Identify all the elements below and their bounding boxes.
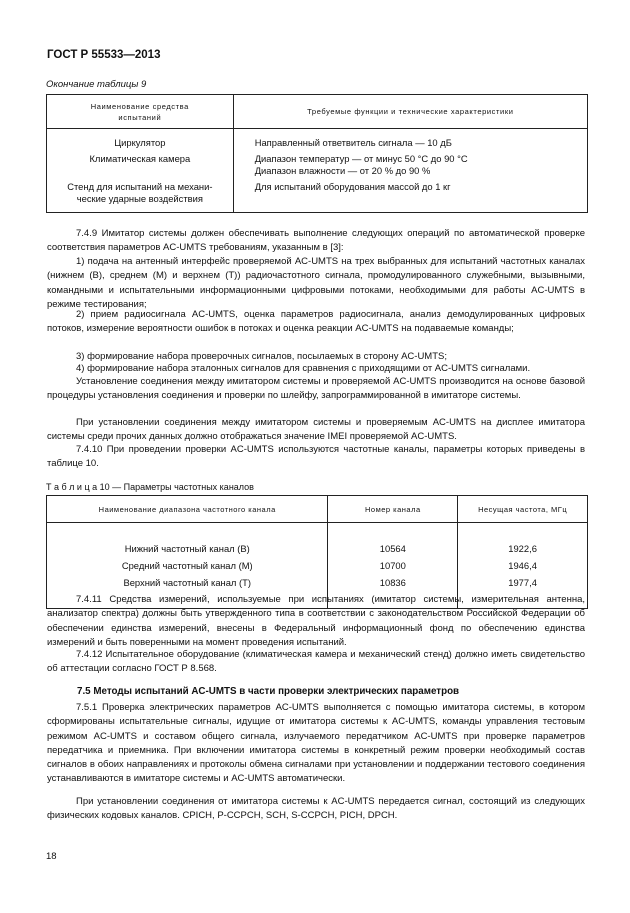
page-number: 18	[46, 851, 57, 862]
table-cell: Климатическая камера	[47, 153, 234, 177]
table-cell: 1977,4	[458, 574, 588, 591]
table-row	[47, 574, 588, 591]
paragraph: 7.4.9 Имитатор системы должен обеспечивать выполнение следующих операций по автоматической проверке соответствия параметров AC-UMTS требованиям, указанным в [3]:	[47, 228, 585, 254]
document-header: ГОСТ Р 55533—2013	[47, 49, 161, 61]
table-cell: Направленный ответвитель сигнала — 10 дБ	[233, 137, 587, 149]
table-row	[47, 153, 588, 177]
table-cell: Средний частотный канал (М)	[47, 557, 328, 574]
column-header-range: Наименование диапазона частотного канала	[47, 496, 328, 523]
paragraph: 1) подача на антенный интерфейс проверяемой AC-UMTS на трех выбранных для испытаний частотных каналах (нижнем (В), среднем (М) и верхнем (Т)) радиочастотного сигнала, промодулированного служебными, вызывными, командными и испытательными информационными цифровыми потоками, необходимыми для работы AC-UMTS в режиме тестирования;	[47, 256, 585, 310]
table-cell: 1922,6	[458, 540, 588, 557]
table-cell: Верхний частотный канал (Т)	[47, 574, 328, 591]
paragraph: 4) формирование набора эталонных сигналов для сравнения с приходящими от AC-UMTS сигналами.	[76, 363, 531, 374]
table-cell: Для испытаний оборудования массой до 1 кг	[233, 181, 587, 205]
column-header-frequency: Несущая частота, МГц	[458, 496, 588, 523]
paragraph: 7.4.11 Средства измерений, используемые при испытаниях (имитатор системы, измерительная антенна, анализатор спектра) должны быть утвержденного типа в соответствии с законодательством Российской Федерации об обеспечении единства измерений, внесены в Федеральный информационный фонд по обеспечению единства измерений и быть поверенными на момент проведения испытаний.	[47, 594, 585, 648]
table-header-row	[47, 95, 588, 129]
column-header-channel: Номер канала	[328, 496, 458, 523]
paragraph: 7.5.1 Проверка электрических параметров AC-UMTS выполняется с помощью имитатора системы, в котором сформированы испытательные сигналы, идущие от имитатора системы к AC-UMTS, команды управления тестовым режимом AC-UMTS и составом общего сигнала, излучаемого передатчиком AC-UMTS при проверке параметров передатчика и приемника. При включении имитатора системы в конкретный режим проверки необходимый состав сигналов в обоих направлениях и протоколы обмена сигналами при установлении и поддержании тестового соединения устанавливаются в имитаторе системы и AC-UMTS автоматически.	[47, 702, 585, 785]
table-cell: 10700	[328, 557, 458, 574]
table-cell: Диапазон температур — от минус 50 °С до 90 °С Диапазон влажности — от 20 % до 90 %	[233, 153, 587, 177]
paragraph: 7.4.12 Испытательное оборудование (климатическая камера и механический стенд) должно иметь свидетельство об аттестации согласно ГОСТ Р 8.568.	[47, 649, 585, 675]
table-cell: Циркулятор	[47, 137, 234, 149]
paragraph: 3) формирование набора проверочных сигналов, посылаемых в сторону AC-UMTS;	[76, 351, 447, 362]
table-header-row	[47, 496, 588, 523]
table-row	[47, 181, 588, 205]
table-row	[47, 540, 588, 557]
paragraph: При установлении соединения между имитатором системы и проверяемым AC-UMTS на дисплее имитатора системы среди прочих данных должно отображаться значение IMEI проверяемой AC-UMTS.	[47, 417, 585, 443]
paragraph: 7.4.10 При проведении проверки AC-UMTS используются частотные каналы, параметры которых приведены в таблице 10.	[47, 444, 585, 470]
column-header-functions: Требуемые функции и технические характеристики	[233, 95, 587, 129]
table9-caption: Окончание таблицы 9	[46, 79, 147, 90]
table-row	[47, 137, 588, 149]
table10-caption: Т а б л и ц а 10 — Параметры частотных каналов	[46, 482, 254, 492]
paragraph: При установлении соединения от имитатора системы к AC-UMTS передается сигнал, состоящий из следующих физических кодовых каналов. CPICH, P-CCPCH, SCH, S-CCPCH, PICH, DPCH.	[47, 796, 585, 822]
table-9	[46, 94, 588, 213]
section-title: 7.5 Методы испытаний AC-UMTS в части проверки электрических параметров	[77, 686, 460, 697]
table-cell: 10564	[328, 540, 458, 557]
paragraph: 2) прием радиосигнала AC-UMTS, оценка параметров радиосигнала, анализ демодулированных цифровых потоков, измерение вероятности ошибок в потоках и оценка реакции AC-UMTS на подаваемые команды;	[47, 309, 585, 335]
column-header-name: Наименование средства испытаний	[47, 95, 234, 129]
table-cell: Стенд для испытаний на механи- ческие ударные воздействия	[47, 181, 234, 205]
table-cell: 10836	[328, 574, 458, 591]
table-cell: 1946,4	[458, 557, 588, 574]
paragraph: Установление соединения между имитатором системы и проверяемой AC-UMTS производится на основе базовой процедуры установления соединения и проверки по шлейфу, запрограммированной в имитаторе системы.	[47, 376, 585, 402]
table-cell: Нижний частотный канал (В)	[47, 540, 328, 557]
table-row	[47, 557, 588, 574]
table-10	[46, 495, 588, 609]
